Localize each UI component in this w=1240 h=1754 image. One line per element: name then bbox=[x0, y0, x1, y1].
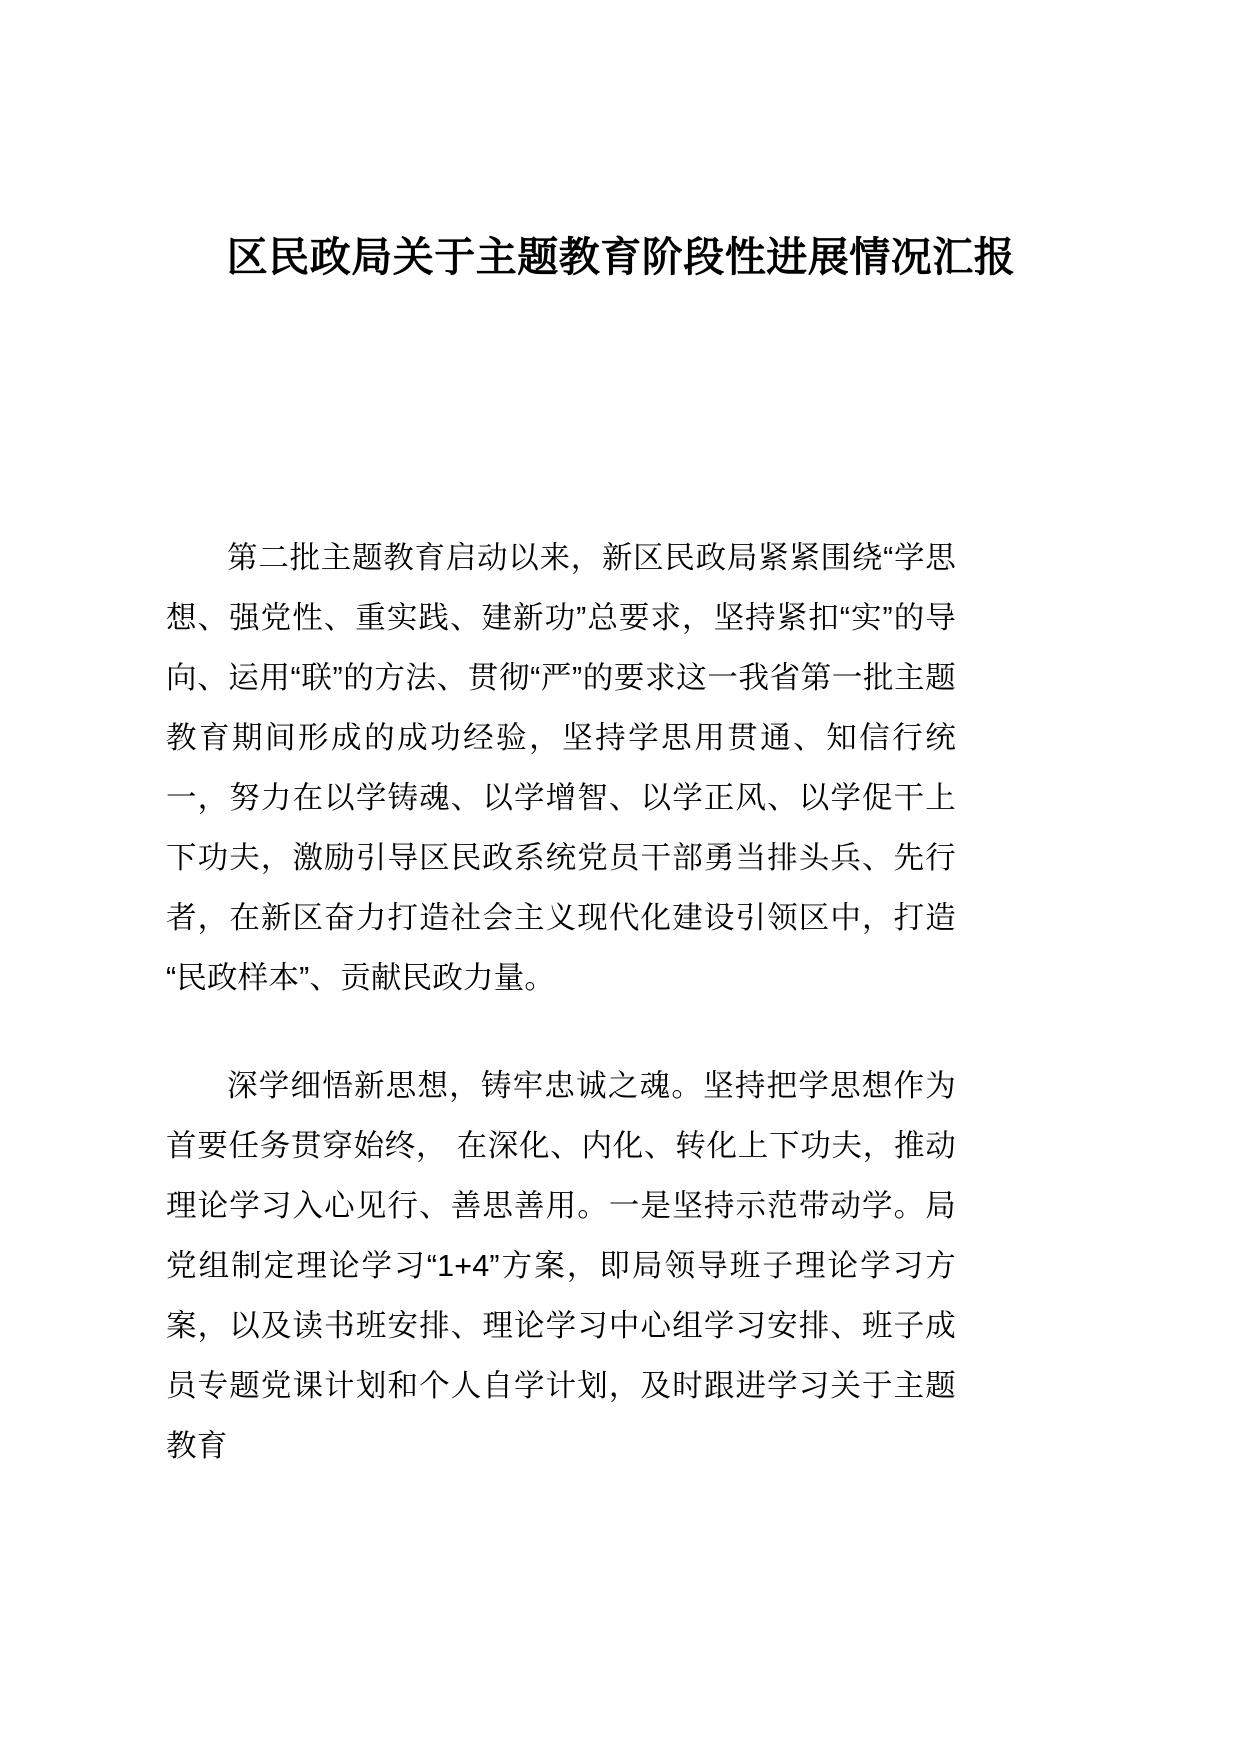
document-body bbox=[166, 528, 956, 1476]
body-paragraph: 深学细悟新思想，铸牢忠诚之魂。坚持把学思想作为首要任务贯穿始终， 在深化、内化、转化上下功夫，推动理论学习入心见行、善思善用。一是坚持示范带动学。局党组制定理论学习“1+4”方案，即局领导班子理论学习方案，以及读书班安排、理论学习中心组学习安排、班子成员专题党课计划和个人自学计划，及时跟进学习关于主题教育 bbox=[166, 1069, 956, 1463]
page-title: 区民政局关于主题教育阶段性进展情况汇报 bbox=[226, 234, 1016, 281]
body-paragraph: 第二批主题教育启动以来，新区民政局紧紧围绕“学思想、强党性、重实践、建新功”总要求，坚持紧扣“实”的导向、运用“联”的方法、贯彻“严”的要求这一我省第一批主题教育期间形成的成功经验，坚持学思用贯通、知信行统一，努力在以学铸魂、以学增智、以学正风、以学促干上下功夫，激励引导区民政系统党员干部勇当排头兵、先行者，在新区奋力打造社会主义现代化建设引领区中，打造“民政样本”、贡献民政力量。 bbox=[166, 541, 956, 995]
